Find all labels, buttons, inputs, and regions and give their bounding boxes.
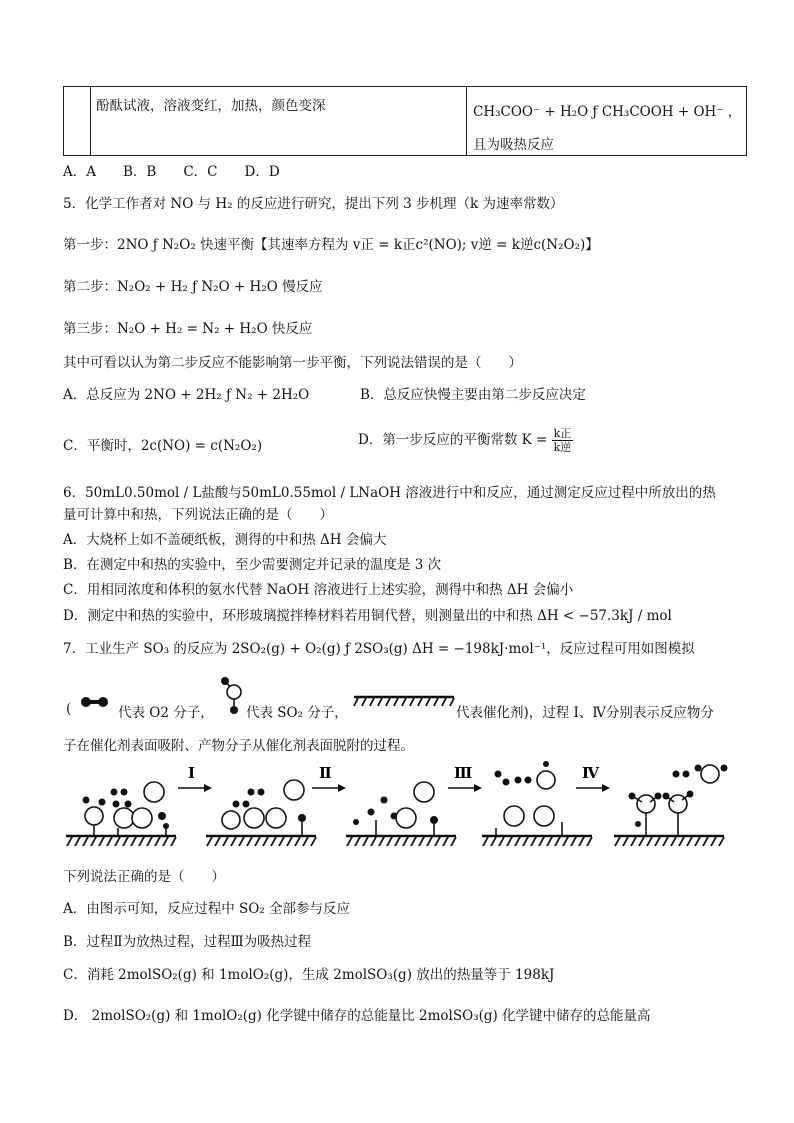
q5-option-d-prefix: D．第一步反应的平衡常数 K = <box>358 432 548 448</box>
q4-options: A．A B．B C．C D．D <box>63 164 280 180</box>
q6-stem-line1: 6．50mL0.50mol / L盐酸与50mL0.55mol / LNaOH 溶液进行中和反应，通过测定反应过程中所放出的热 <box>63 485 716 501</box>
table-equation-cell <box>467 87 746 155</box>
catalyst-surface-icon <box>352 694 456 708</box>
q7-option-d: D． 2molSO₂(g) 和 1molO₂(g) 化学键中储存的总能量比 2molSO₃(g) 化学键中储存的总能量高 <box>63 1008 651 1024</box>
q7-option-c: C．消耗 2molSO₂(g) 和 1molO₂(g)，生成 2molSO₃(g) 放出的热量等于 198kJ <box>63 967 555 983</box>
answer-table <box>63 86 747 156</box>
arrow-4 <box>576 764 610 792</box>
arrow-2 <box>312 764 346 792</box>
o2-molecule-icon <box>76 692 114 712</box>
q5-option-a: A．总反应为 2NO + 2H₂ ƒ N₂ + 2H₂O <box>63 387 310 403</box>
q5-option-d <box>358 427 573 454</box>
fraction-denominator: k逆 <box>553 441 572 454</box>
process-label-4: Ⅳ <box>582 764 600 782</box>
reaction-process-diagram <box>66 760 736 856</box>
legend-o2-label: 代表 O2 分子， <box>118 705 214 721</box>
process-label-3: Ⅲ <box>454 764 473 782</box>
fraction-numerator: k正 <box>553 427 572 440</box>
q5-premise: 其中可看以认为第二步反应不能影响第一步平衡，下列说法错误的是（ ） <box>63 355 522 371</box>
stage-2-diagram <box>206 780 316 846</box>
q7-stem: 7．工业生产 SO₃ 的反应为 2SO₂(g) + O₂(g) ƒ 2SO₃(g) ΔH = −198kJ·mol⁻¹，反应过程可用如图模拟 <box>63 641 695 657</box>
q5-option-d-fraction <box>552 427 574 454</box>
q5-stem: 5．化学工作者对 NO 与 H₂ 的反应进行研究，提出下列 3 步机理（k 为速率常数） <box>63 196 564 212</box>
q7-stem-line2: 子在催化剂表面吸附、产物分子从催化剂表面脱附的过程。 <box>63 738 414 754</box>
legend-so2-label: 代表 SO₂ 分子， <box>246 705 348 721</box>
table-note-text: 且为吸热反应 <box>473 137 554 153</box>
arrow-3 <box>448 764 482 792</box>
table-equation-text: CH₃COO⁻ + H₂O ƒ CH₃COOH + OH⁻ ， <box>473 104 742 120</box>
legend-open-paren: ( <box>66 701 72 717</box>
q6-option-c: C．用相同浓度和体积的氨水代替 NaOH 溶液进行上述实验，测得中和热 ΔH 会偏小 <box>63 582 574 598</box>
q6-stem-line2: 量可计算中和热，下列说法正确的是（ ） <box>63 507 333 523</box>
stage-1-diagram <box>66 782 176 846</box>
q5-option-b: B．总反应快慢主要由第二步反应决定 <box>360 387 586 403</box>
stage-4-diagram <box>482 761 592 846</box>
legend-catalyst-label: 代表催化剂)，过程 Ⅰ、Ⅳ分别表示反应物分 <box>456 705 714 721</box>
q7-question: 下列说法正确的是（ ） <box>63 869 225 885</box>
q5-option-c: C．平衡时，2c(NO) = c(N₂O₂) <box>63 438 263 454</box>
table-index-cell <box>64 87 91 155</box>
q5-step3: 第三步：N₂O + H₂ = N₂ + H₂O 快反应 <box>63 321 313 337</box>
stage-5-diagram <box>614 765 728 847</box>
process-label-2: Ⅱ <box>319 764 332 782</box>
q6-option-a: A．大烧杯上如不盖硬纸板，测得的中和热 ΔH 会偏大 <box>63 532 387 548</box>
stage-3-diagram <box>346 782 456 846</box>
q7-option-a: A．由图示可知，反应过程中 SO₂ 全部参与反应 <box>63 901 351 917</box>
q6-option-b: B．在测定中和热的实验中，至少需要测定并记录的温度是 3 次 <box>63 557 442 573</box>
q6-option-d: D．测定中和热的实验中，环形玻璃搅拌棒材料若用铜代替，则测量出的中和热 ΔH < −57.3kJ / mol <box>63 608 672 624</box>
arrow-1 <box>178 764 212 792</box>
so2-molecule-icon <box>214 672 244 716</box>
q5-step2: 第二步：N₂O₂ + H₂ ƒ N₂O + H₂O 慢反应 <box>63 279 323 295</box>
table-description-cell <box>91 87 467 155</box>
q7-option-b: B．过程Ⅱ为放热过程，过程Ⅲ为吸热过程 <box>63 934 312 950</box>
process-label-1: Ⅰ <box>188 764 196 782</box>
q5-step1: 第一步：2NO ƒ N₂O₂ 快速平衡【其速率方程为 v正 = k正c²(NO); v逆 = k逆c(N₂O₂)】 <box>63 237 599 253</box>
table-description-text: 酚酞试液，溶液变红，加热，颜色变深 <box>96 98 326 114</box>
